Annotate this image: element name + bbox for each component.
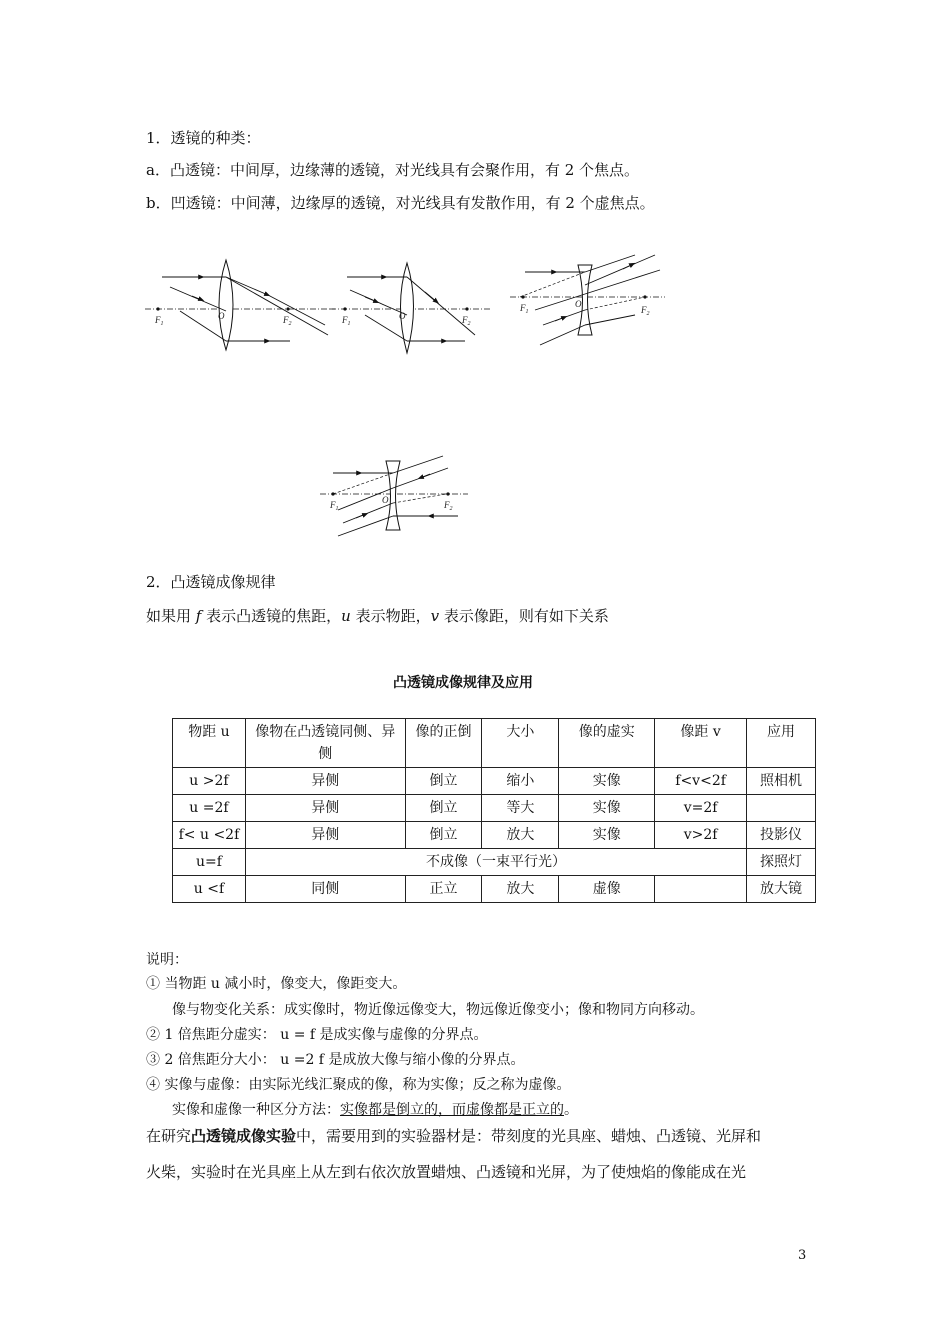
imaging-rules-table bbox=[172, 718, 816, 903]
section2-heading: 2．凸透镜成像规律 bbox=[146, 573, 276, 591]
concave-lens-diagram-2 bbox=[318, 448, 473, 543]
table-cell: 同侧 bbox=[245, 876, 405, 903]
table-cell: 正立 bbox=[405, 876, 482, 903]
table-cell bbox=[655, 876, 747, 903]
table-cell: 照相机 bbox=[747, 768, 816, 795]
f2-label: $F_2$ bbox=[444, 500, 453, 512]
table-cell: 实像 bbox=[559, 768, 655, 795]
f1-label: $F_1$ bbox=[330, 500, 339, 512]
f1-label: $F_1$ bbox=[155, 315, 164, 327]
o-label: O bbox=[218, 311, 225, 321]
table-cell bbox=[747, 795, 816, 822]
note-1: ① 当物距 u 减小时，像变大，像距变大。 bbox=[146, 976, 407, 992]
o-label: O bbox=[575, 299, 582, 309]
table-cell: v>2f bbox=[655, 822, 747, 849]
note-4b: 实像和虚像一种区分方法：实像都是倒立的，而虚像都是正立的。 bbox=[172, 1102, 578, 1118]
table-row bbox=[173, 822, 816, 849]
experiment-line-2: 火柴，实验时在光具座上从左到右依次放置蜡烛、凸透镜和光屏，为了使烛焰的像能成在光 bbox=[146, 1163, 747, 1181]
o-label: O bbox=[382, 495, 389, 505]
table-cell: 异侧 bbox=[245, 795, 405, 822]
f1-label: $F_1$ bbox=[520, 303, 529, 315]
table-cell: u <f bbox=[173, 876, 246, 903]
table-cell: 放大镜 bbox=[747, 876, 816, 903]
table-title: 凸透镜成像规律及应用 bbox=[393, 675, 533, 691]
header-object-distance: 物距 u bbox=[173, 719, 246, 768]
table-cell: v=2f bbox=[655, 795, 747, 822]
concave-lens-diagram-1 bbox=[505, 250, 670, 350]
header-real-virtual: 像的虚实 bbox=[559, 719, 655, 768]
table-row bbox=[173, 795, 816, 822]
o-label: O bbox=[399, 311, 406, 321]
experiment-line-1: 在研究凸透镜成像实验中，需要用到的实验器材是：带刻度的光具座、蜡烛、凸透镜、光屏和 bbox=[146, 1127, 762, 1145]
section1-heading: 1．透镜的种类： bbox=[146, 129, 261, 147]
convex-lens-diagram-1 bbox=[140, 255, 340, 355]
table-cell: 实像 bbox=[559, 822, 655, 849]
concave-lens-definition: b．凹透镜：中间薄，边缘厚的透镜，对光线具有发散作用，有 2 个虚焦点。 bbox=[146, 194, 655, 212]
note-4: ④ 实像与虚像：由实际光线汇聚成的像，称为实像；反之称为虚像。 bbox=[146, 1077, 571, 1093]
table-row bbox=[173, 876, 816, 903]
header-side: 像物在凸透镜同侧、异侧 bbox=[245, 719, 405, 768]
table-cell: 倒立 bbox=[405, 795, 482, 822]
table-cell: 放大 bbox=[482, 822, 559, 849]
header-application: 应用 bbox=[747, 719, 816, 768]
table-cell: 倒立 bbox=[405, 822, 482, 849]
notes-heading: 说明： bbox=[146, 952, 188, 968]
table-cell: 异侧 bbox=[245, 768, 405, 795]
f2-label: $F_2$ bbox=[462, 315, 471, 327]
table-cell: 实像 bbox=[559, 795, 655, 822]
table-cell: u =2f bbox=[173, 795, 246, 822]
table-cell: 探照灯 bbox=[747, 849, 816, 876]
table-cell: 异侧 bbox=[245, 822, 405, 849]
f2-label: $F_2$ bbox=[283, 315, 292, 327]
table-cell: u=f bbox=[173, 849, 246, 876]
table-cell: f< u <2f bbox=[173, 822, 246, 849]
table-row bbox=[173, 768, 816, 795]
table-cell: 放大 bbox=[482, 876, 559, 903]
convex-lens-diagram-2 bbox=[325, 255, 495, 355]
header-size: 大小 bbox=[482, 719, 559, 768]
f1-label: $F_1$ bbox=[342, 315, 351, 327]
table-cell: 等大 bbox=[482, 795, 559, 822]
convex-lens-definition: a．凸透镜：中间厚，边缘薄的透镜，对光线具有会聚作用，有 2 个焦点。 bbox=[146, 161, 640, 179]
page-number: 3 bbox=[798, 1248, 807, 1263]
table-header-row bbox=[173, 719, 816, 768]
table-row bbox=[173, 849, 816, 876]
note-3: ③ 2 倍焦距分大小： u =2 f 是成放大像与缩小像的分界点。 bbox=[146, 1052, 525, 1068]
section2-intro: 如果用 f 表示凸透镜的焦距，u 表示物距，v 表示像距，则有如下关系 bbox=[146, 607, 609, 625]
note-1b: 像与物变化关系：成实像时，物近像远像变大，物远像近像变小；像和物同方向移动。 bbox=[172, 1002, 704, 1018]
table-cell: 投影仪 bbox=[747, 822, 816, 849]
table-cell: 缩小 bbox=[482, 768, 559, 795]
table-cell: f<v<2f bbox=[655, 768, 747, 795]
f2-label: $F_2$ bbox=[641, 305, 650, 317]
table-cell: 倒立 bbox=[405, 768, 482, 795]
header-image-distance: 像距 v bbox=[655, 719, 747, 768]
table-cell: 虚像 bbox=[559, 876, 655, 903]
header-orientation: 像的正倒 bbox=[405, 719, 482, 768]
table-cell: 不成像（一束平行光） bbox=[245, 849, 746, 876]
table-cell: u >2f bbox=[173, 768, 246, 795]
note-2: ② 1 倍焦距分虚实： u = f 是成实像与虚像的分界点。 bbox=[146, 1027, 488, 1043]
